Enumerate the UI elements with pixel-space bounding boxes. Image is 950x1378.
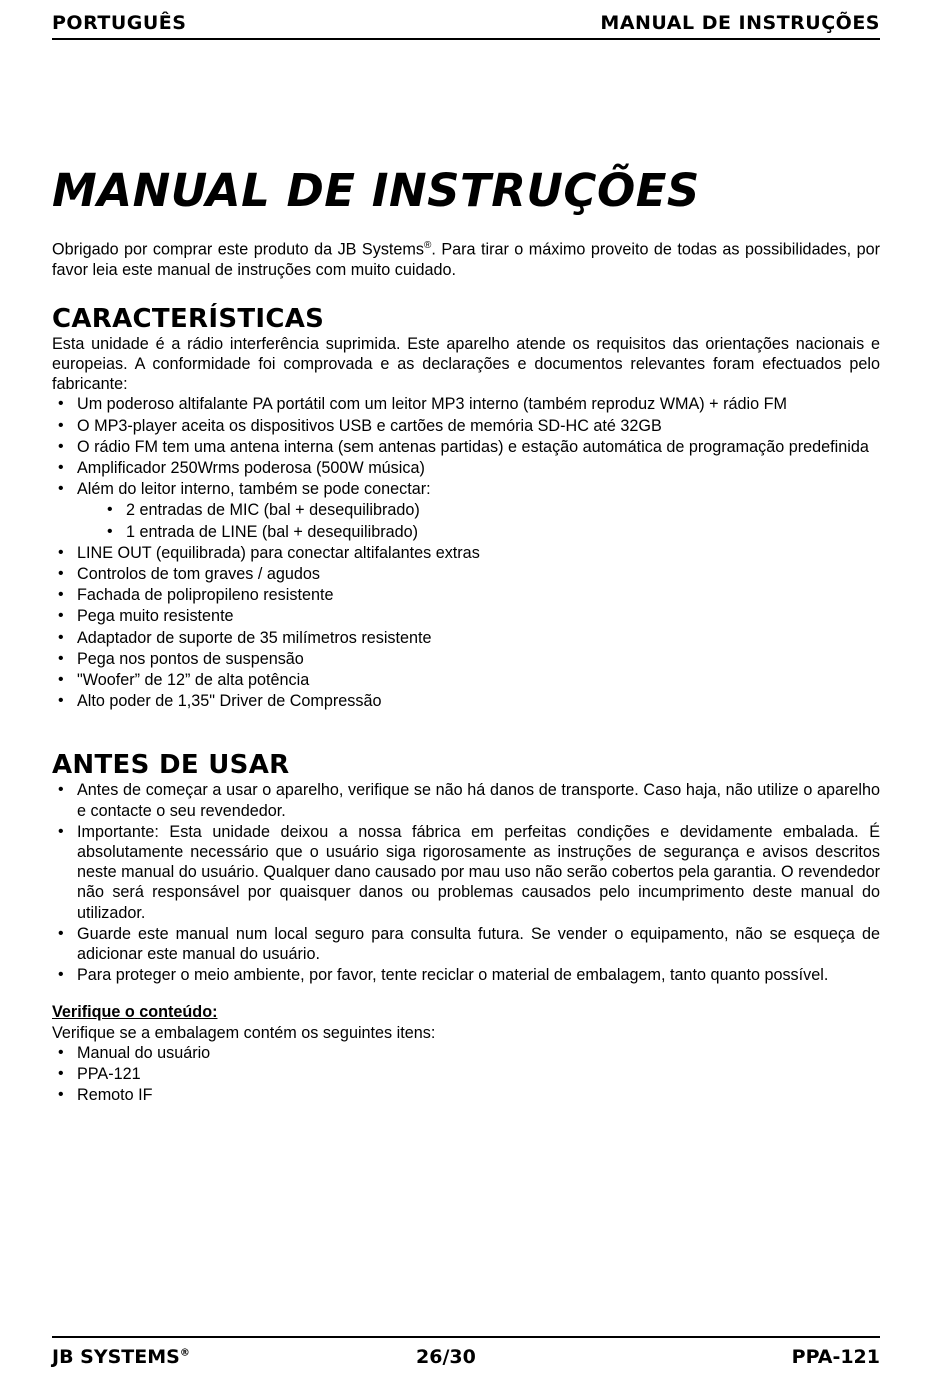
features-list xyxy=(52,394,880,711)
list-item: • O rádio FM tem uma antena interna (sem antenas partidas) e estação automática de programação predefinida xyxy=(52,437,880,457)
contents-list xyxy=(52,1043,880,1106)
list-item-text: Além do leitor interno, também se pode conectar: xyxy=(77,480,431,499)
footer-registered-mark: ® xyxy=(179,1347,190,1359)
page-header xyxy=(52,8,880,40)
page-title: MANUAL DE INSTRUÇÕES xyxy=(52,164,700,217)
list-item: • Para proteger o meio ambiente, por favor, tente reciclar o material de embalagem, tanto quanto possível. xyxy=(52,965,880,985)
list-item: • Pega muito resistente xyxy=(52,606,880,626)
intro-paragraph xyxy=(52,236,880,280)
connections-sublist xyxy=(77,500,880,541)
list-item: • Antes de começar a usar o aparelho, verifique se não há danos de transporte. Caso haja, não utilize o aparelho e contacte o seu revendedor. xyxy=(52,780,880,820)
features-heading: CARACTERÍSTICAS xyxy=(52,303,325,334)
header-language: PORTUGUÊS xyxy=(52,12,187,34)
page-number: 26/30 xyxy=(416,1346,476,1368)
intro-text-end: . Para tirar o máximo proveito de todas as possibilidades, por favor leia este manual de instruções com muito cuidado. xyxy=(52,240,881,279)
list-item: • Fachada de polipropileno resistente xyxy=(52,585,880,605)
header-manual-title: MANUAL DE INSTRUÇÕES xyxy=(600,12,880,34)
intro-text-start: Obrigado por comprar este produto da JB Systems xyxy=(52,240,424,259)
list-item: • Um poderoso altifalante PA portátil com um leitor MP3 interno (também reproduz WMA) + rádio FM xyxy=(52,394,880,414)
list-item xyxy=(52,479,880,542)
list-item: • Importante: Esta unidade deixou a nossa fábrica em perfeitas condições e devidamente embalada. É absolutamente necessário que o usuário siga rigorosamente as instruções de segurança e avisos descritos neste manual do usuário. Qualquer dano causado por mau uso não serão cobertos pela garantia. O revendedor não será responsável por quaisquer danos ou problemas causados pelo incumprimento deste manual do utilizador. xyxy=(52,822,880,923)
list-item: • Alto poder de 1,35" Driver de Compressão xyxy=(52,691,880,711)
list-item: • Adaptador de suporte de 35 milímetros resistente xyxy=(52,628,880,648)
list-item: • Amplificador 250Wrms poderosa (500W música) xyxy=(52,458,880,478)
footer-model: PPA-121 xyxy=(791,1346,880,1368)
contents-heading: Verifique o conteúdo: xyxy=(52,1003,218,1022)
footer-brand-name: JB SYSTEMS xyxy=(52,1346,180,1368)
list-item: • Controlos de tom graves / agudos xyxy=(52,564,880,584)
sub-list-item: • 2 entradas de MIC (bal + desequilibrado) xyxy=(101,500,880,520)
list-item: • PPA-121 xyxy=(52,1064,880,1084)
page-content xyxy=(52,160,880,1107)
page-footer xyxy=(52,1336,880,1372)
list-item: • LINE OUT (equilibrada) para conectar altifalantes extras xyxy=(52,543,880,563)
features-paragraph: Esta unidade é a rádio interferência suprimida. Este aparelho atende os requisitos das orientações nacionais e europeias. A conformidade foi comprovada e as declarações e documentos relevantes foram efectuados pelo fabricante: xyxy=(52,334,880,394)
sub-list-item: • 1 entrada de LINE (bal + desequilibrado) xyxy=(101,522,880,542)
footer-brand xyxy=(52,1346,190,1368)
before-use-heading: ANTES DE USAR xyxy=(52,750,290,781)
before-use-list xyxy=(52,780,880,985)
list-item: • "Woofer” de 12” de alta potência xyxy=(52,670,880,690)
list-item: • Remoto IF xyxy=(52,1085,880,1105)
list-item: • O MP3-player aceita os dispositivos USB e cartões de memória SD-HC até 32GB xyxy=(52,416,880,436)
registered-mark: ® xyxy=(424,240,432,251)
list-item: • Manual do usuário xyxy=(52,1043,880,1063)
list-item: • Pega nos pontos de suspensão xyxy=(52,649,880,669)
contents-paragraph: Verifique se a embalagem contém os seguintes itens: xyxy=(52,1023,436,1042)
list-item: • Guarde este manual num local seguro para consulta futura. Se vender o equipamento, não se esqueça de adicionar este manual do usuário. xyxy=(52,924,880,964)
